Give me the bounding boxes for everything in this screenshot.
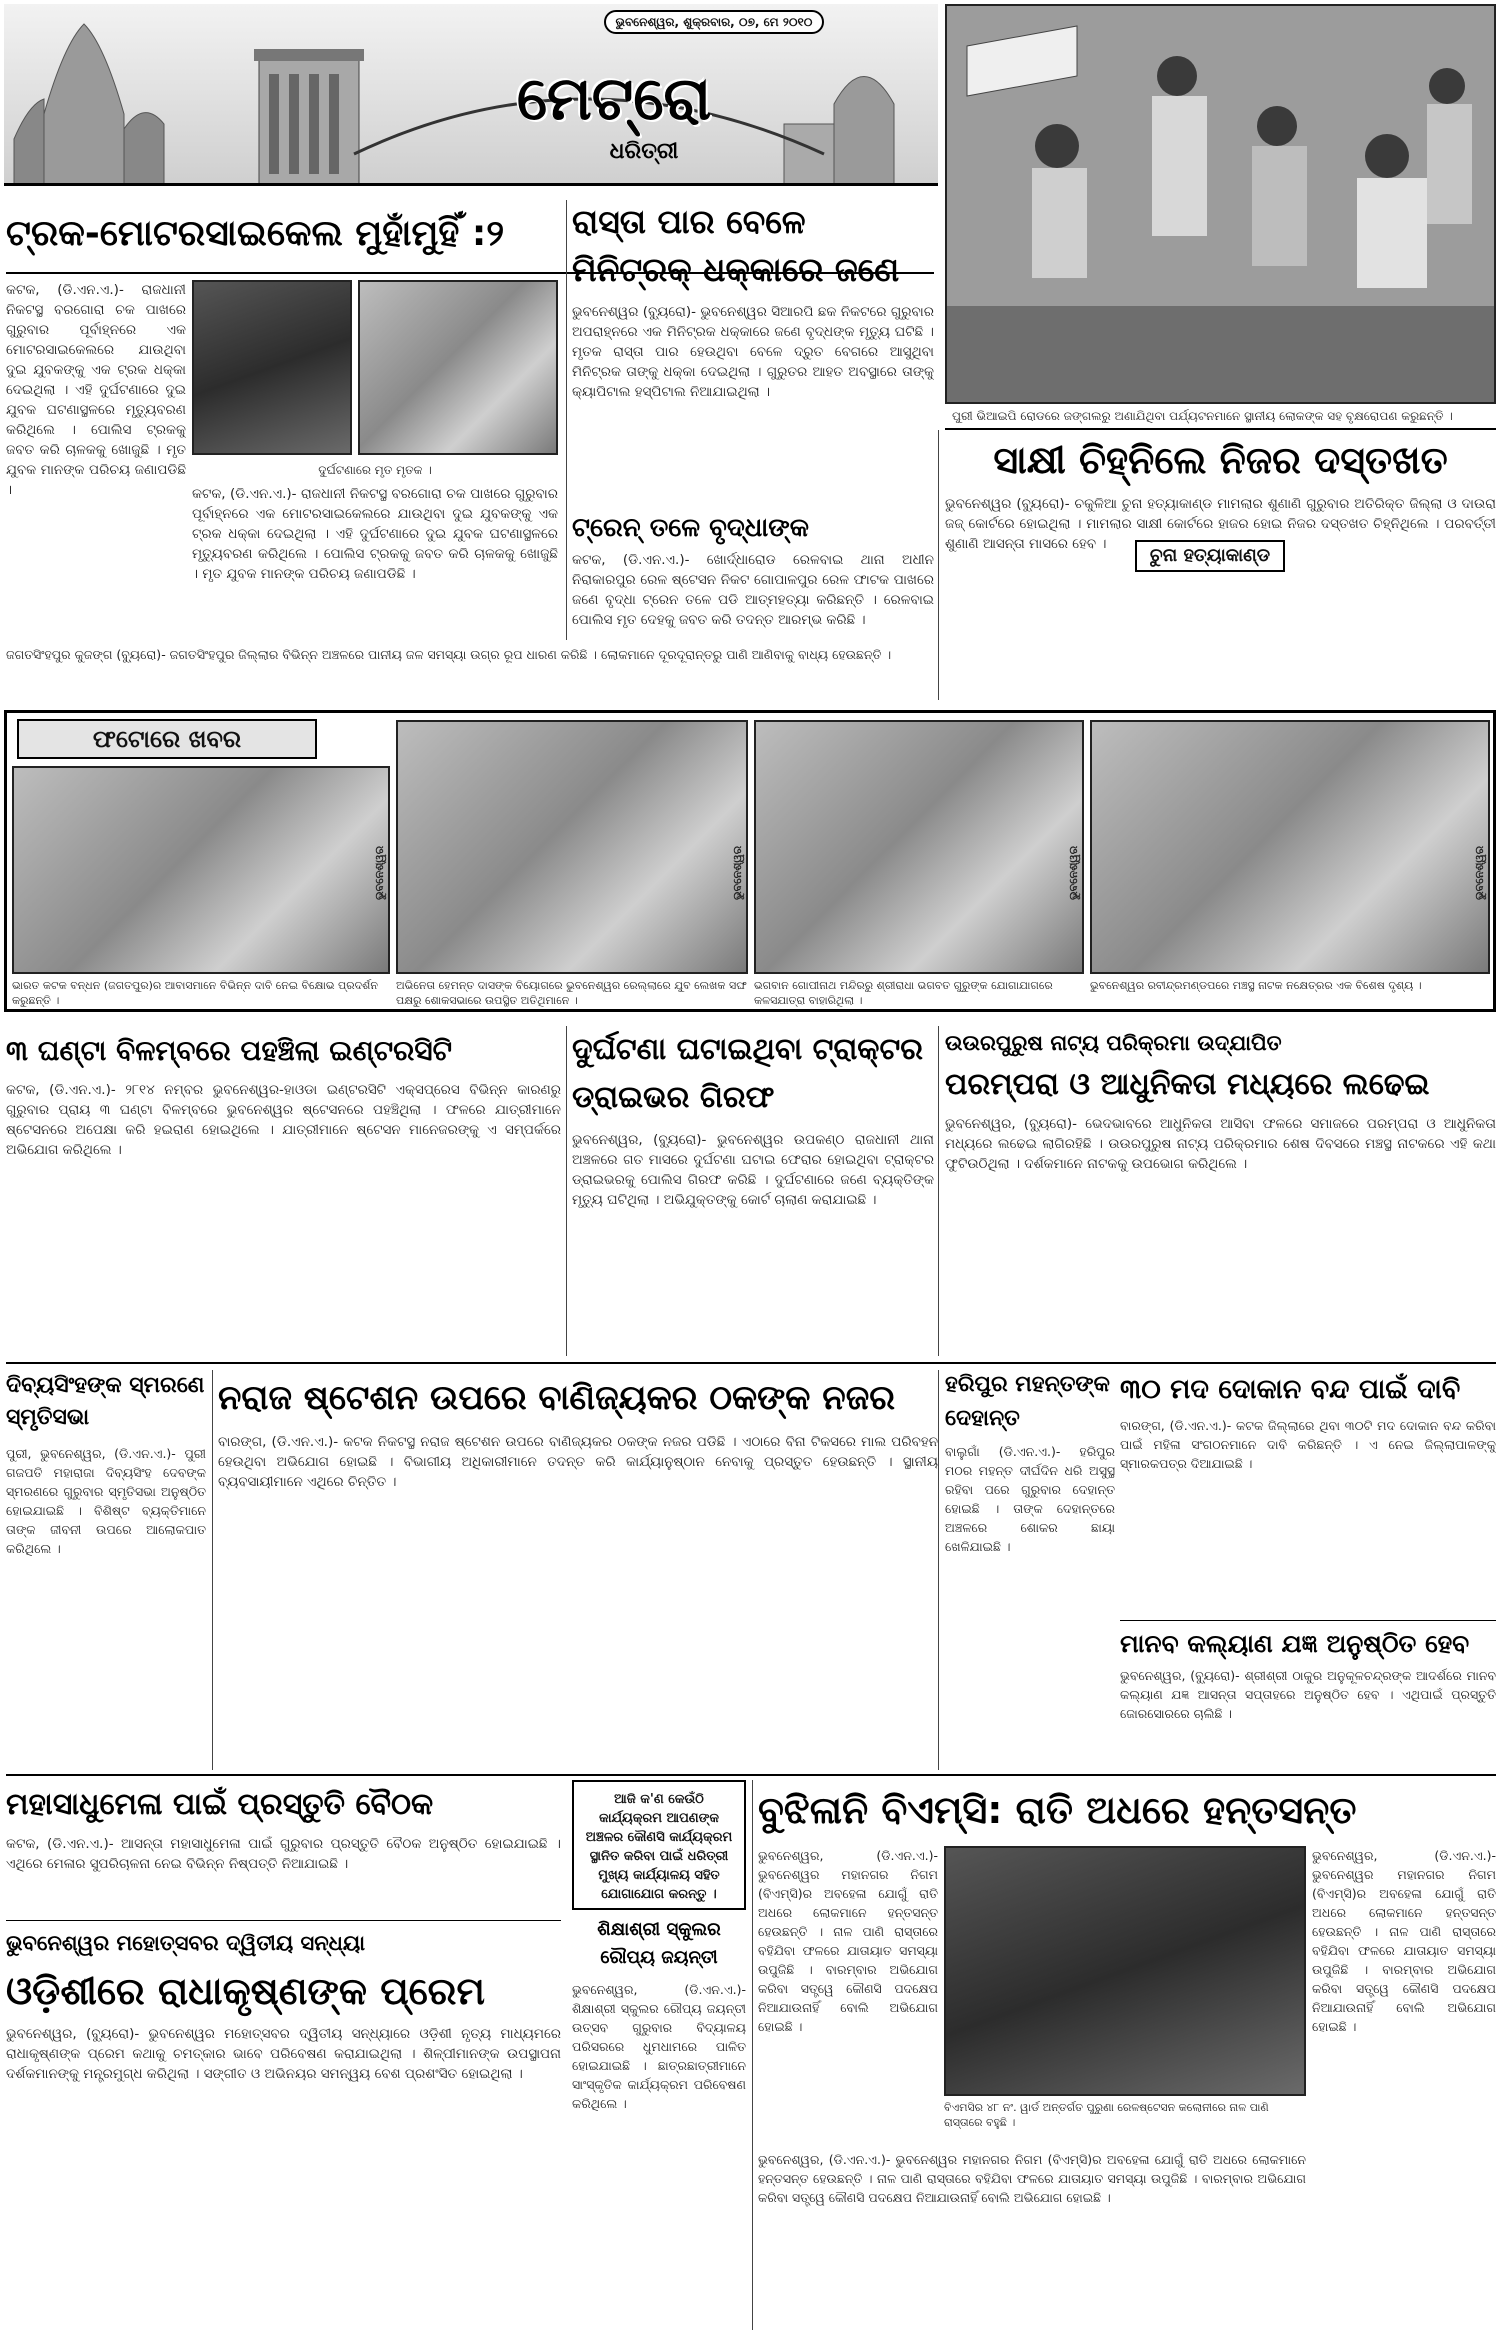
story4-headline: ସାକ୍ଷୀ ଚିହ୍ନିଲେ ନିଜର ଦସ୍ତଖତ bbox=[993, 438, 1448, 482]
story12-headline: ୩୦ ମଦ ଦୋକାନ ବନ୍ଦ ପାଇଁ ଦାବି bbox=[1120, 1374, 1461, 1405]
photo-news-1-image bbox=[12, 766, 390, 974]
story10-text: ବାରଙ୍ଗ, (ଡି.ଏନ.ଏ.)- କଟକ ନିକଟସ୍ଥ ନରାଜ ଷ୍ଟେଶନ ଉପରେ ବାଣିଜ୍ୟକର ଠକଙ୍କ ନଜର ପଡିଛି । ଏଠାରେ ବିନା ଟିକସରେ ମାଲ ପରିବହନ ହେଉଥିବା ଅଭିଯୋଗ ହୋଇଛି । ବିଭାଗୀୟ ଅଧିକାରୀମାନେ ତଦନ୍ତ କରି କାର୍ଯ୍ୟାନୁଷ୍ଠାନ ନେବାକୁ ପ୍ରସ୍ତୁତ ହେଉଛନ୍ତି । ସ୍ଥାନୀୟ ବ୍ୟବସାୟୀମାନେ ଏଥିରେ ଚିନ୍ତିତ । bbox=[218, 1434, 938, 1490]
story2-headline: ରାସ୍ତା ପାର ବେଳେ ମିନିଟ୍ରକ୍ ଧକ୍କାରେ ଜଣେ bbox=[572, 202, 900, 289]
photo-news-4-image bbox=[1090, 720, 1490, 974]
story17-text: ଭୁବନେଶ୍ୱର, (ବ୍ୟୁରୋ)- ଭୁବନେଶ୍ୱର ମହୋତ୍ସବର ଦ୍ୱିତୀୟ ସନ୍ଧ୍ୟାରେ ଓଡ଼ିଶୀ ନୃତ୍ୟ ମାଧ୍ୟମରେ ରାଧାକୃଷ୍ଣଙ୍କ ପ୍ରେମ କଥାକୁ ଚମତ୍କାର ଭାବେ ପରିବେଷଣ କରାଯାଇଥିଲା । ଶିଳ୍ପୀମାନଙ୍କ ଉପସ୍ଥାପନା ଦର୍ଶକମାନଙ୍କୁ ମନ୍ତ୍ରମୁଗ୍ଧ କରିଥିଲା । ସଙ୍ଗୀତ ଓ ଅଭିନୟର ସମନ୍ୱୟ ବେଶ ପ୍ରଶଂସିତ ହୋଇଥିଲା । bbox=[6, 2026, 561, 2082]
story7-text: ଭୁବନେଶ୍ୱର, (ବ୍ୟୁରୋ)- ଭୁବନେଶ୍ୱର ଉପକଣ୍ଠ ରାଜଧାନୀ ଥାନା ଅଞ୍ଚଳରେ ଗତ ମାସରେ ଦୁର୍ଘଟଣା ଘଟାଇ ଫେରାର ହୋଇଥିବା ଟ୍ରାକ୍ଟର ଡ୍ରାଇଭରକୁ ପୋଲିସ ଗିରଫ କରିଛି । ଦୁର୍ଘଟଣାରେ ଜଣେ ବ୍ୟକ୍ତିଙ୍କ ମୃତ୍ୟୁ ଘଟିଥିଲା । ଅଭିଯୁକ୍ତଙ୍କୁ କୋର୍ଟ ଚାଲାଣ କରାଯାଇଛି । bbox=[572, 1132, 934, 1208]
accident-victim-photo-2 bbox=[358, 280, 558, 455]
story13-headline: ମାନବ କଲ୍ୟାଣ ଯଜ୍ଞ ଅନୁଷ୍ଠିତ ହେବ bbox=[1120, 1629, 1470, 1658]
story4-tag: ଚୁନା ହତ୍ୟାକାଣ୍ଡ bbox=[1135, 540, 1285, 572]
events-notice-box: ଆଜି କ'ଣ କେଉଁଠି କାର୍ଯ୍ୟକ୍ରମ ଆପଣଙ୍କ ଅଞ୍ଚଳର କୌଣସି କାର୍ଯ୍ୟକ୍ରମ ସ୍ଥାନିତ କରିବା ପାଇଁ ଧରିତ୍ରୀ ମୁଖ୍ୟ କାର୍ଯ୍ୟାଳୟ ସହିତ ଯୋଗାଯୋଗ କରନ୍ତୁ । bbox=[572, 1780, 746, 1910]
masthead bbox=[4, 4, 938, 186]
story16-text: ଭୁବନେଶ୍ୱର, (ଡି.ଏନ.ଏ.)- ଭୁବନେଶ୍ୱର ମହାନଗର ନିଗମ (ବିଏମ୍‌ସି)ର ଅବହେଳା ଯୋଗୁଁ ରାତି ଅଧରେ ଲୋକମାନେ ହନ୍ତସନ୍ତ ହେଉଛନ୍ତି । ନାଳ ପାଣି ରାସ୍ତାରେ ବହିଯିବା ଫଳରେ ଯାତାୟାତ ସମସ୍ୟା ଉପୁଜିଛି । ବାରମ୍ବାର ଅଭିଯୋଗ କରିବା ସତ୍ତ୍ୱେ କୌଣସି ପଦକ୍ଷେପ ନିଆଯାଉନାହିଁ ବୋଲି ଅଭିଯୋଗ ହୋଇଛି । bbox=[758, 1848, 938, 2034]
story11-text: ବାଲୁଗାଁ (ଡି.ଏନ.ଏ.)- ହରିପୁର ମଠର ମହନ୍ତ ଦୀର୍ଘଦିନ ଧରି ଅସୁସ୍ଥ ରହିବା ପରେ ଗୁରୁବାର ଦେହାନ୍ତ ହୋଇଛି । ତାଙ୍କ ଦେହାନ୍ତରେ ଅଞ୍ଚଳରେ ଶୋକର ଛାୟା ଖେଳିଯାଇଛି । bbox=[945, 1444, 1115, 1554]
story17-kicker: ଭୁବନେଶ୍ୱର ମହୋତ୍ସବର ଦ୍ୱିତୀୟ ସନ୍ଧ୍ୟା bbox=[6, 1931, 366, 1955]
story16-text-bottom: ଭୁବନେଶ୍ୱର, (ଡି.ଏନ.ଏ.)- ଭୁବନେଶ୍ୱର ମହାନଗର ନିଗମ (ବିଏମ୍‌ସି)ର ଅବହେଳା ଯୋଗୁଁ ରାତି ଅଧରେ ଲୋକମାନେ ହନ୍ତସନ୍ତ ହେଉଛନ୍ତି । ନାଳ ପାଣି ରାସ୍ତାରେ ବହିଯିବା ଫଳରେ ଯାତାୟାତ ସମସ୍ୟା ଉପୁଜିଛି । ବାରମ୍ବାର ଅଭିଯୋଗ କରିବା ସତ୍ତ୍ୱେ କୌଣସି ପଦକ୍ଷେପ ନିଆଯାଉନାହିଁ ବୋଲି ଅଭିଯୋଗ ହୋଇଛି । bbox=[758, 2152, 1306, 2205]
story2-text: ଭୁବନେଶ୍ୱର (ବ୍ୟୁରୋ)- ଭୁବନେଶ୍ୱର ସିଆରପି ଛକ ନିକଟରେ ଗୁରୁବାର ଅପରାହ୍ନରେ ଏକ ମିନିଟ୍ରକ ଧକ୍କାରେ ଜଣେ ବୃଦ୍ଧଙ୍କ ମୃତ୍ୟୁ ଘଟିଛି । ମୃତକ ରାସ୍ତା ପାର ହେଉଥିବା ବେଳେ ଦ୍ରୁତ ବେଗରେ ଆସୁଥିବା ମିନିଟ୍ରକ ତାଙ୍କୁ ଧକ୍କା ଦେଇଥିଲା । ଗୁରୁତର ଆହତ ଅବସ୍ଥାରେ ତାଙ୍କୁ କ୍ୟାପିଟାଲ ହସ୍ପିଟାଲ ନିଆଯାଇଥିଲା । bbox=[572, 304, 934, 400]
story1-text-cont: କଟକ, (ଡି.ଏନ.ଏ.)- ରାଜଧାନୀ ନିକଟସ୍ଥ ବରଗୋରା ଚକ ପାଖରେ ଗୁରୁବାର ପୂର୍ବାହ୍ନରେ ଏକ ମୋଟରସାଇକେଲରେ ଯାଉଥିବା ଦୁଇ ଯୁବକଙ୍କୁ ଏକ ଟ୍ରକ ଧକ୍କା ଦେଇଥିଲା । ଏହି ଦୁର୍ଘଟଣାରେ ଦୁଇ ଯୁବକ ଘଟଣାସ୍ଥଳରେ ମୃତ୍ୟୁବରଣ କରିଥିଲେ । ପୋଲିସ ଟ୍ରକକୁ ଜବତ କରି ଚାଳକକୁ ଖୋଜୁଛି । ମୃତ ଯୁବକ ମାନଙ୍କ ପରିଚୟ ଜଣାପଡିଛି । bbox=[192, 486, 558, 582]
photo-news-3-image bbox=[754, 720, 1084, 974]
story6-headline: ୩ ଘଣ୍ଟା ବିଳମ୍ବରେ ପହଞ୍ଚିଲା ଇଣ୍ଟରସିଟି bbox=[6, 1034, 453, 1067]
story16-text-cont: ଭୁବନେଶ୍ୱର, (ଡି.ଏନ.ଏ.)- ଭୁବନେଶ୍ୱର ମହାନଗର ନିଗମ (ବିଏମ୍‌ସି)ର ଅବହେଳା ଯୋଗୁଁ ରାତି ଅଧରେ ଲୋକମାନେ ହନ୍ତସନ୍ତ ହେଉଛନ୍ତି । ନାଳ ପାଣି ରାସ୍ତାରେ ବହିଯିବା ଫଳରେ ଯାତାୟାତ ସମସ୍ୟା ଉପୁଜିଛି । ବାରମ୍ବାର ଅଭିଯୋଗ କରିବା ସତ୍ତ୍ୱେ କୌଣସି ପଦକ୍ଷେପ ନିଆଯାଉନାହିଁ ବୋଲି ଅଭିଯୋଗ ହୋଇଛି । bbox=[1312, 1848, 1496, 2034]
drain-water-photo bbox=[944, 1846, 1306, 2096]
photo-news-4-place: ଭୁବନେଶ୍ୱର bbox=[1473, 845, 1486, 900]
photo-news-3-caption: ଭଗବାନ ଗୋପୀନାଥ ମନ୍ଦିରରୁ ଶ୍ରୀରାଧା ଭଗବତ ଗୁରୁଙ୍କ ଯୋଗାଯାଗରେ କଳସଯାତ୍ରା ବାହାରିଥିଲା । bbox=[754, 979, 1053, 1007]
story13-text: ଭୁବନେଶ୍ୱର, (ବ୍ୟୁରୋ)- ଶ୍ରୀଶ୍ରୀ ଠାକୁର ଅନୁକୂଳଚନ୍ଦ୍ରଙ୍କ ଆଦର୍ଶରେ ମାନବ କଲ୍ୟାଣ ଯଜ୍ଞ ଆସନ୍ତା ସପ୍ତାହରେ ଅନୁଷ୍ଠିତ ହେବ । ଏଥିପାଇଁ ପ୍ରସ୍ତୁତି ଜୋରସୋରରେ ଚାଲିଛି । bbox=[1120, 1668, 1496, 1721]
story8-kicker: ଉଉରପୁରୁଷ ନାଟ୍ୟ ପରିକ୍ରମା ଉଦ୍‌ଯାପିତ bbox=[945, 1031, 1282, 1055]
photo-news-2-place: ଭୁବନେଶ୍ୱର bbox=[731, 845, 744, 900]
story16-headline: ବୁଝିଳାନି ବିଏମ୍‌ସି: ରାତି ଅଧରେ ହନ୍ତସନ୍ତ bbox=[758, 1788, 1357, 1832]
photo-news-4-caption: ଭୁବନେଶ୍ୱର ରବୀନ୍ଦ୍ରମଣ୍ଡପରେ ମଞ୍ଚସ୍ଥ ନାଟକ ନକ୍ଷେତ୍ରର ଏକ ବିଶେଷ ଦୃଶ୍ୟ । bbox=[1090, 979, 1422, 992]
story16-photo-caption: ବିଏମସିର ୪୮ ନଂ. ୱାର୍ଡ ଅନ୍ତର୍ଗତ ପୁରୁଣା ରେଳଷ୍ଟେସନ କଲୋନୀରେ ନାଳ ପାଣି ରାସ୍ତାରେ ବହୁଛି । bbox=[944, 2101, 1269, 2129]
photo-news-label: ଫଟୋରେ ଖବର bbox=[17, 719, 317, 759]
story1-text: କଟକ, (ଡି.ଏନ.ଏ.)- ରାଜଧାନୀ ନିକଟସ୍ଥ ବରଗୋରା ଚକ ପାଖରେ ଗୁରୁବାର ପୂର୍ବାହ୍ନରେ ଏକ ମୋଟରସାଇକେଲରେ ଯାଉଥିବା ଦୁଇ ଯୁବକଙ୍କୁ ଏକ ଟ୍ରକ ଧକ୍କା ଦେଇଥିଲା । ଏହି ଦୁର୍ଘଟଣାରେ ଦୁଇ ଯୁବକ ଘଟଣାସ୍ଥଳରେ ମୃତ୍ୟୁବରଣ କରିଥିଲେ । ପୋଲିସ ଟ୍ରକକୁ ଜବତ କରି ଚାଳକକୁ ଖୋଜୁଛି । ମୃତ ଯୁବକ ମାନଙ୍କ ପରିଚୟ ଜଣାପଡିଛି । bbox=[6, 282, 186, 498]
story15-headline: ଶିକ୍ଷାଶ୍ରୀ ସ୍କୁଲର ରୌପ୍ୟ ଜୟନ୍ତୀ bbox=[597, 1919, 721, 1968]
story6-text: କଟକ, (ଡି.ଏନ.ଏ.)- ୨୮୧୪ ନମ୍ବର ଭୁବନେଶ୍ୱର-ହାଓଡା ଇଣ୍ଟରସିଟି ଏକ୍ସପ୍ରେସ ବିଭିନ୍ନ କାରଣରୁ ଗୁରୁବାର ପ୍ରାୟ ୩ ଘଣ୍ଟା ବିଳମ୍ବରେ ଭୁବନେଶ୍ୱର ଷ୍ଟେସନରେ ପହଞ୍ଚିଥିଲା । ଫଳରେ ଯାତ୍ରୀମାନେ ଷ୍ଟେସନରେ ଅପେକ୍ଷା କରି ହଇରାଣ ହୋଇଥିଲେ । ଯାତ୍ରୀମାନେ ଷ୍ଟେସନ ମାନେଜରଙ୍କୁ ଏ ସମ୍ପର୍କରେ ଅଭିଯୋଗ କରିଥିଲେ । bbox=[6, 1082, 561, 1158]
accident-victim-photo-1 bbox=[192, 280, 352, 455]
story15-text: ଭୁବନେଶ୍ୱର, (ଡି.ଏନ.ଏ.)- ଶିକ୍ଷାଶ୍ରୀ ସ୍କୁଲର ରୌପ୍ୟ ଜୟନ୍ତୀ ଉତ୍ସବ ଗୁରୁବାର ବିଦ୍ୟାଳୟ ପରିସରରେ ଧୁମଧାମରେ ପାଳିତ ହୋଇଯାଇଛି । ଛାତ୍ରଛାତ୍ରୀମାନେ ସାଂସ୍କୃତିକ କାର୍ଯ୍ୟକ୍ରମ ପରିବେଷଣ କରିଥିଲେ । bbox=[572, 1982, 746, 2111]
photo-news-1-caption: ଭାରତ କଟକ ବନ୍ଧନ (ଜଗତପୁର)ର ଆବାସମାନେ ବିଭିନ୍ନ ଦାବି ନେଇ ବିକ୍ଷୋଭ ପ୍ରଦର୍ଶନ କରୁଛନ୍ତି । bbox=[12, 979, 378, 1007]
story12-text: ବାରଙ୍ଗ, (ଡି.ଏନ.ଏ.)- କଟକ ଜିଲ୍ଲାରେ ଥିବା ୩୦ଟି ମଦ ଦୋକାନ ବନ୍ଦ କରିବା ପାଇଁ ମହିଳା ସଂଗଠନମାନେ ଦାବି କରିଛନ୍ତି । ଏ ନେଇ ଜିଲ୍ଲାପାଳଙ୍କୁ ସ୍ମାରକପତ୍ର ଦିଆଯାଇଛି । bbox=[1120, 1418, 1496, 1471]
photo-news-2-image bbox=[396, 720, 748, 974]
tree-planting-photo bbox=[945, 4, 1496, 404]
tree-planting-scene bbox=[947, 6, 1494, 402]
story3-headline: ଟ୍ରେନ୍ ତଳେ ବୃଦ୍ଧାଙ୍କ bbox=[572, 513, 809, 543]
photo-news-2-caption: ଅଭିନେତା ହେମନ୍ତ ଦାସଙ୍କ ବିୟୋଗରେ ଭୁବନେଶ୍ୱର ରେଲ୍ଲାରେ ଯୁବ ଲେଖକ ସଙ୍ଘ ପକ୍ଷରୁ ଶୋକସଭାରେ ଉପସ୍ଥିତ ଅତିଥିମାନେ । bbox=[396, 979, 747, 1007]
photo-news-3-place: ଭୁବନେଶ୍ୱର bbox=[1067, 845, 1080, 900]
story1-headline: ଟ୍ରକ-ମୋଟରସାଇକେଲ ମୁହାଁମୁହିଁ :୨ bbox=[6, 213, 505, 254]
story14-text: କଟକ, (ଡି.ଏନ.ଏ.)- ଆସନ୍ତା ମହାସାଧୁମେଳା ପାଇଁ ଗୁରୁବାର ପ୍ରସ୍ତୁତି ବୈଠକ ଅନୁଷ୍ଠିତ ହୋଇଯାଇଛି । ଏଥିରେ ମେଳାର ସୁପରିଚାଳନା ନେଇ ବିଭିନ୍ନ ନିଷ୍ପତ୍ତି ନିଆଯାଇଛି । bbox=[6, 1836, 561, 1872]
story10-headline: ନରାଜ ଷ୍ଟେଶନ ଉପରେ ବାଣିଜ୍ୟକର ଠକଙ୍କ ନଜର bbox=[218, 1378, 895, 1418]
story8-headline: ପରମ୍ପରା ଓ ଆଧୁନିକତା ମଧ୍ୟରେ ଲଢେଇ bbox=[945, 1067, 1430, 1102]
story3-text: କଟକ, (ଡି.ଏନ.ଏ.)- ଖୋର୍ଦ୍ଧାରୋଡ ରେଳବାଇ ଥାନା ଅଧୀନ ନିରାକାରପୁର ରେଳ ଷ୍ଟେସନ ନିକଟ ଗୋପାଳପୁର ରେଳ ଫାଟକ ପାଖରେ ଜଣେ ବୃଦ୍ଧା ଟ୍ରେନ ତଳେ ପଡି ଆତ୍ମହତ୍ୟା କରିଛନ୍ତି । ରେଳବାଇ ପୋଲିସ ମୃତ ଦେହକୁ ଜବତ କରି ତଦନ୍ତ ଆରମ୍ଭ କରିଛି । bbox=[572, 552, 934, 628]
story9-headline: ଦିବ୍ୟସିଂହଙ୍କ ସ୍ମରଣେ ସ୍ମୃତିସଭା bbox=[6, 1373, 205, 1430]
story7-headline: ଦୁର୍ଘଟଣା ଘଟାଇଥିବା ଟ୍ରାକ୍ଟର ଡ୍ରାଇଭର ଗିରଫ bbox=[572, 1032, 924, 1115]
story9-text: ପୁରୀ, ଭୁବନେଶ୍ୱର, (ଡି.ଏନ.ଏ.)- ପୁରୀ ଗଜପତି ମହାରାଜା ଦିବ୍ୟସିଂହ ଦେବଙ୍କ ସ୍ମରଣରେ ଗୁରୁବାର ସ୍ମୃତିସଭା ଅନୁଷ୍ଠିତ ହୋଇଯାଇଛି । ବିଶିଷ୍ଟ ବ୍ୟକ୍ତିମାନେ ତାଙ୍କ ଜୀବନୀ ଉପରେ ଆଲୋକପାତ କରିଥିଲେ । bbox=[6, 1446, 206, 1556]
story8-text: ଭୁବନେଶ୍ୱର, (ବ୍ୟୁରୋ)- ଭେଦଭାବରେ ଆଧୁନିକତା ଆସିବା ଫଳରେ ସମାଜରେ ପରମ୍ପରା ଓ ଆଧୁନିକତା ମଧ୍ୟରେ ଲଢେଇ ଲାଗିରହିଛି । ଉଉରପୁରୁଷ ନାଟ୍ୟ ପରିକ୍ରମାର ଶେଷ ଦିବସରେ ମଞ୍ଚସ୍ଥ ନାଟକରେ ଏହି କଥା ଫୁଟିଉଠିଥିଲା । ଦର୍ଶକମାନେ ନାଟକକୁ ଉପଭୋଗ କରିଥିଲେ । bbox=[945, 1116, 1496, 1172]
story4-text: ଭୁବନେଶ୍ୱର (ବ୍ୟୁରୋ)- ଚକୁଳିଆ ଚୁନା ହତ୍ୟାକାଣ୍ଡ ମାମଲାର ଶୁଣାଣି ଗୁରୁବାର ଅତିରିକ୍ତ ଜିଲ୍ଲା ଓ ଦାଉରା ଜଜ୍ କୋର୍ଟରେ ହୋଇଥିଲା । ମାମଲାର ସାକ୍ଷୀ କୋର୍ଟରେ ହାଜର ହୋଇ ନିଜର ଦସ୍ତଖତ ଚିହ୍ନିଥିଲେ । ପରବର୍ତ୍ତୀ ଶୁଣାଣି ଆସନ୍ତା ମାସରେ ହେବ । bbox=[945, 496, 1496, 552]
story14-headline: ମହାସାଧୁମେଳା ପାଇଁ ପ୍ରସ୍ତୁତି ବୈଠକ bbox=[6, 1787, 434, 1822]
masthead-title: ମେଟ୍ରୋ bbox=[516, 64, 712, 134]
story5-text: ଜଗତସିଂହପୁର କୁଜଙ୍ଗ (ବ୍ୟୁରୋ)- ଜଗତସିଂହପୁର ଜିଲ୍ଲାର ବିଭିନ୍ନ ଅଞ୍ଚଳରେ ପାନୀୟ ଜଳ ସମସ୍ୟା ଉଗ୍ର ରୂପ ଧାରଣ କରିଛି । ଲୋକମାନେ ଦୂରଦୂରାନ୍ତରୁ ପାଣି ଆଣିବାକୁ ବାଧ୍ୟ ହେଉଛନ୍ତି । bbox=[6, 647, 892, 662]
story11-headline: ହରିପୁର ମହନ୍ତଙ୍କ ଦେହାନ୍ତ bbox=[945, 1372, 1110, 1431]
photo-news-1-place: ଭୁବନେଶ୍ୱର bbox=[373, 845, 386, 900]
masthead-subtitle: ଧରିତ୍ରୀ bbox=[609, 139, 679, 164]
story17-headline: ଓଡ଼ିଶୀରେ ରାଧାକୃଷ୍ଣଙ୍କ ପ୍ରେମ bbox=[6, 1969, 485, 2013]
dateline: ଭୁବନେଶ୍ୱର, ଶୁକ୍ରବାର, ୦୭, ମେ ୨୦୧୦ bbox=[604, 10, 824, 34]
top-photo-caption: ପୁରୀ ଭିଆଇପି ରୋଡରେ ଜଙ୍ଗଲରୁ ଅଣାଯିଥିବା ପର୍ଯ୍ୟଟନମାନେ ସ୍ଥାନୀୟ ଲୋକଙ୍କ ସହ ବୃକ୍ଷରୋପଣ କରୁଛନ୍ତି । bbox=[952, 409, 1453, 423]
story1-photo-caption: ଦୁର୍ଘଟଣାରେ ମୃତ ମୃତକ । bbox=[318, 463, 432, 477]
